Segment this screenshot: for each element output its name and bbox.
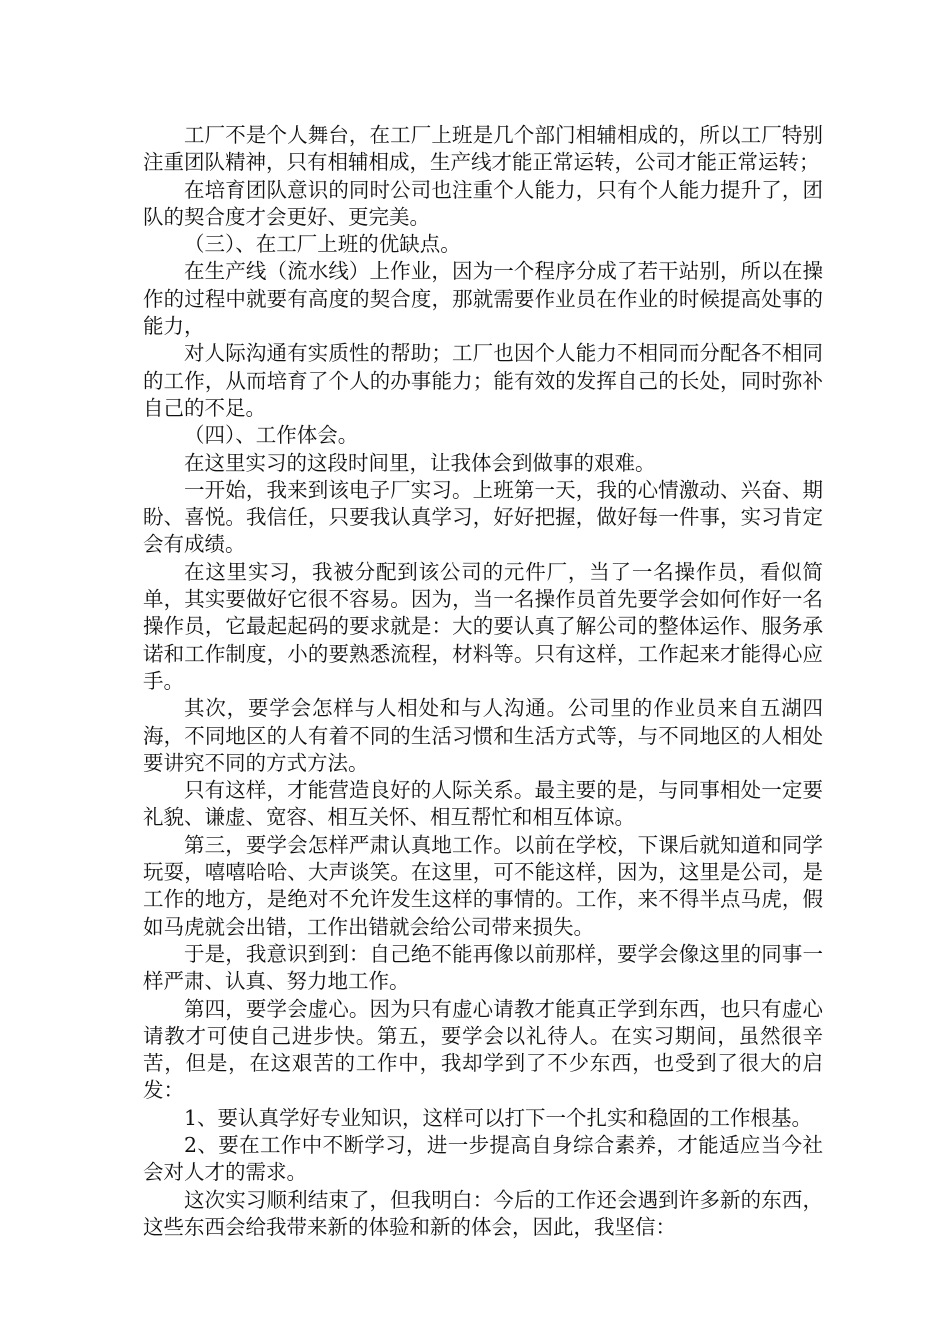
paragraph-serious-work: 第三，要学会怎样严肃认真地工作。以前在学校，下课后就知道和同学玩耍，嘻嘻哈哈、大声谈笑。在这里，可不能这样，因为，这里是公司，是工作的地方，是绝对不允许发生这样的事情的。工作，来不得半点马虎，假如马虎就会出错，工作出错就会给公司带来损失。: [143, 832, 823, 939]
section-heading-experience: （四）、工作体会。: [184, 423, 359, 448]
paragraph-relationships: 只有这样，才能营造良好的人际关系。最主要的是，与同事相处一定要礼貌、谦虚、宽容、相互关怀、相互帮忙和相互体谅。: [143, 778, 823, 830]
paragraph-conclusion: 这次实习顺利结束了，但我明白：今后的工作还会遇到许多新的东西，这些东西会给我带来新的体验和新的体会，因此，我坚信：: [143, 1187, 823, 1239]
paragraph-first-day: 一开始，我来到该电子厂实习。上班第一天，我的心情激动、兴奋、期盼、喜悦。我信任，只要我认真学习，好好把握，做好每一件事，实习肯定会有成绩。: [143, 477, 823, 557]
paragraph-communication: 对人际沟通有实质性的帮助；工厂也因个人能力不相同而分配各不相同的工作，从而培育了个人的办事能力；能有效的发挥自己的长处，同时弥补自己的不足。: [143, 341, 823, 420]
paragraph-getting-along: 其次，要学会怎样与人相处和与人沟通。公司里的作业员来自五湖四海，不同地区的人有着不同的生活习惯和生活方式等，与不同地区的人相处要讲究不同的方式方法。: [143, 696, 823, 775]
section-heading-pros-cons: （三）、在工厂上班的优缺点。: [184, 232, 461, 257]
list-item-2: 2、要在工作中不断学习，进一步提高自身综合素养，才能适应当今社会对人才的需求。: [143, 1132, 823, 1185]
paragraph-hardship: 在这里实习的这段时间里，让我体会到做事的艰难。: [184, 450, 656, 475]
paragraph-teamwork: 工厂不是个人舞台，在工厂上班是几个部门相辅相成的，所以工厂特别注重团队精神，只有相辅相成，生产线才能正常运转，公司才能正常运转；: [143, 123, 823, 175]
document-body: [143, 122, 823, 1241]
paragraph-operator-role: 在这里实习，我被分配到该公司的元件厂，当了一名操作员，看似简单，其实要做好它很不容易。因为，当一名操作员首先要学会如何作好一名操作员，它最起起码的要求就是：大的要认真了解公司的整体运作、服务承诺和工作制度，小的要熟悉流程，材料等。只有这样，工作起来才能得心应手。: [143, 559, 823, 693]
paragraph-production-line: 在生产线（流水线）上作业，因为一个程序分成了若干站别，所以在操作的过程中就要有高度的契合度，那就需要作业员在作业的时候提高处事的能力，: [143, 259, 823, 339]
paragraph-realization: 于是，我意识到到：自己绝不能再像以前那样，要学会像这里的同事一样严肃、认真、努力地工作。: [143, 941, 823, 994]
list-item-1: 1、要认真学好专业知识，这样可以打下一个扎实和稳固的工作根基。: [184, 1105, 813, 1130]
paragraph-individual-ability: 在培育团队意识的同时公司也注重个人能力，只有个人能力提升了，团队的契合度才会更好、更完美。: [143, 177, 823, 229]
paragraph-modesty: 第四，要学会虚心。因为只有虚心请教才能真正学到东西，也只有虚心请教才可使自己进步快。第五，要学会以礼待人。在实习期间，虽然很辛苦，但是，在这艰苦的工作中，我却学到了不少东西，也受到了很大的启发：: [143, 996, 823, 1103]
